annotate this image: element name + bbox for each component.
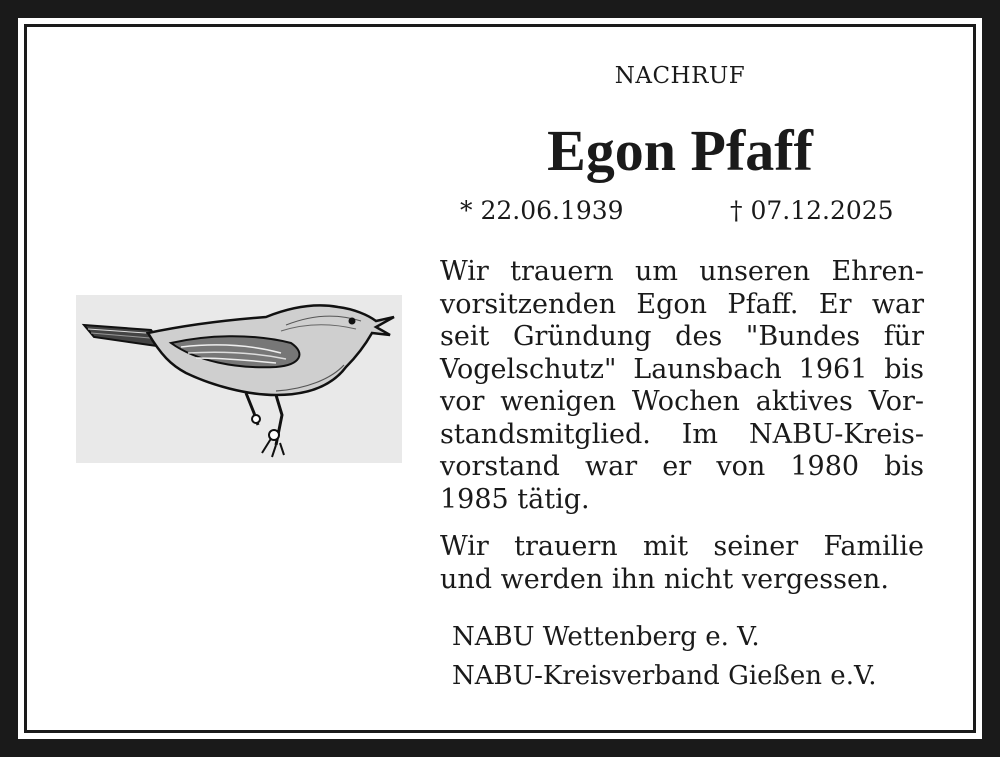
deceased-name: Egon Pfaff <box>547 118 813 183</box>
body-line: Wir trauern um unseren Ehren- <box>440 256 924 287</box>
death-date: † 07.12.2025 <box>730 196 894 225</box>
body-line: seit Gründung des "Bundes für <box>440 321 924 352</box>
notice-heading: NACHRUF <box>614 63 746 89</box>
signature-nabu-kreisverband: NABU-Kreisverband Gießen e.V. <box>452 661 877 691</box>
obituary-body <box>440 256 924 516</box>
body-line: 1985 tätig. <box>440 483 590 515</box>
bird-illustration <box>76 295 402 463</box>
birth-date: * 22.06.1939 <box>460 196 624 225</box>
songbird-icon <box>76 295 402 463</box>
signature-nabu-wettenberg: NABU Wettenberg e. V. <box>452 622 760 652</box>
closing-text <box>440 530 924 596</box>
body-line: vorsitzenden Egon Pfaff. Er war <box>440 288 924 320</box>
body-line: vorstand war er von 1980 bis <box>440 451 924 482</box>
body-line: standsmitglied. Im NABU-Kreis- <box>440 418 924 450</box>
body-line: vor wenigen Wochen aktives Vor- <box>440 386 924 417</box>
closing-line: und werden ihn nicht vergessen. <box>440 564 889 595</box>
closing-line: Wir trauern mit seiner Familie <box>440 531 924 562</box>
body-line: Vogelschutz" Launsbach 1961 bis <box>440 353 924 385</box>
